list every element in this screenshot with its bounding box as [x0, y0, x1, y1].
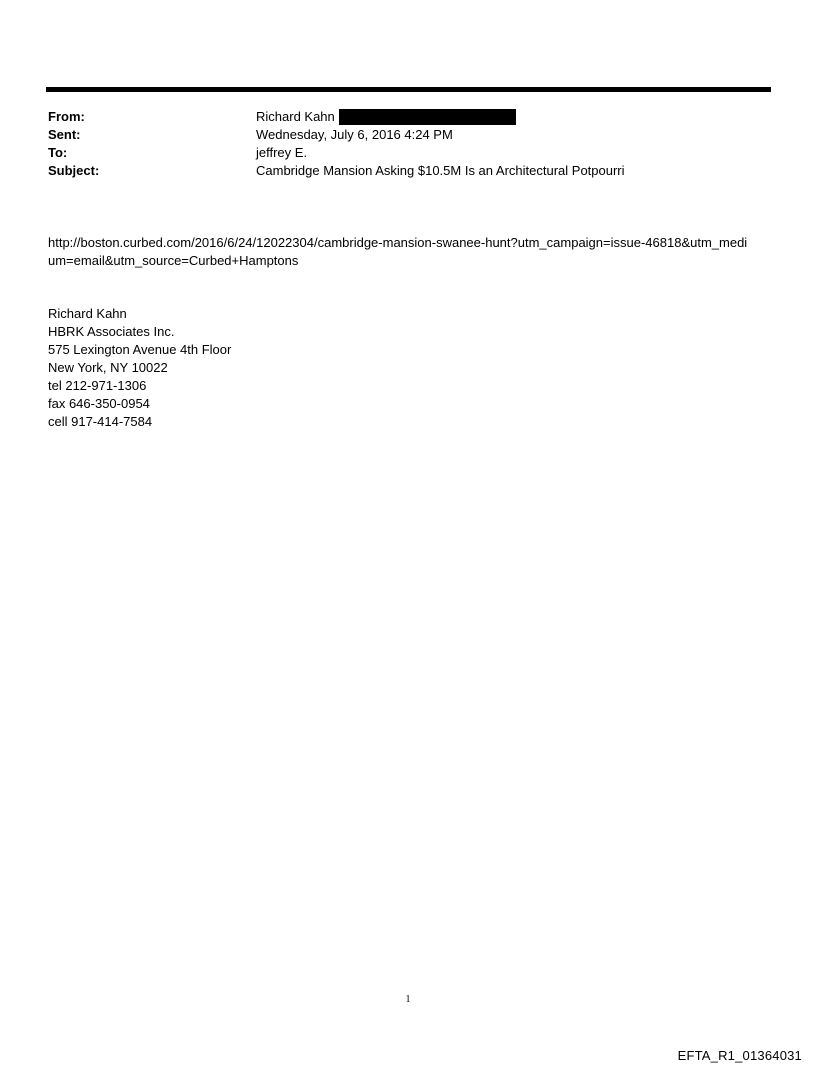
signature-fax: fax 646-350-0954 — [48, 396, 150, 411]
to-row — [48, 144, 768, 162]
sent-value: Wednesday, July 6, 2016 4:24 PM — [256, 127, 453, 142]
signature-cell: cell 917-414-7584 — [48, 414, 153, 429]
sent-row — [48, 126, 768, 144]
header-divider — [46, 87, 771, 92]
signature-address: 575 Lexington Avenue 4th Floor — [48, 342, 232, 357]
to-value: jeffrey E. — [256, 145, 308, 160]
bates-number: EFTA_R1_01364031 — [677, 1048, 802, 1063]
from-label: From: — [48, 109, 85, 124]
subject-label: Subject: — [48, 163, 100, 178]
subject-value: Cambridge Mansion Asking $10.5M Is an Architectural Potpourri — [256, 163, 625, 178]
body-link[interactable]: http://boston.curbed.com/2016/6/24/12022304/cambridge-mansion-swanee-hunt?utm_campaign=issue-46818&utm_medium=email&utm_source=Curbed+Hamptons — [48, 235, 748, 268]
subject-row — [48, 162, 768, 180]
signature-block — [48, 305, 231, 431]
from-value — [256, 108, 516, 126]
page-number: 1 — [405, 994, 411, 1005]
email-header — [48, 108, 768, 180]
signature-city: New York, NY 10022 — [48, 360, 168, 375]
signature-company: HBRK Associates Inc. — [48, 324, 175, 339]
to-label: To: — [48, 145, 68, 160]
sent-label: Sent: — [48, 127, 81, 142]
sender-name: Richard Kahn — [256, 109, 335, 124]
signature-tel: tel 212-971-1306 — [48, 378, 147, 393]
signature-name: Richard Kahn — [48, 306, 127, 321]
redaction-box — [339, 109, 516, 125]
from-row — [48, 108, 768, 126]
